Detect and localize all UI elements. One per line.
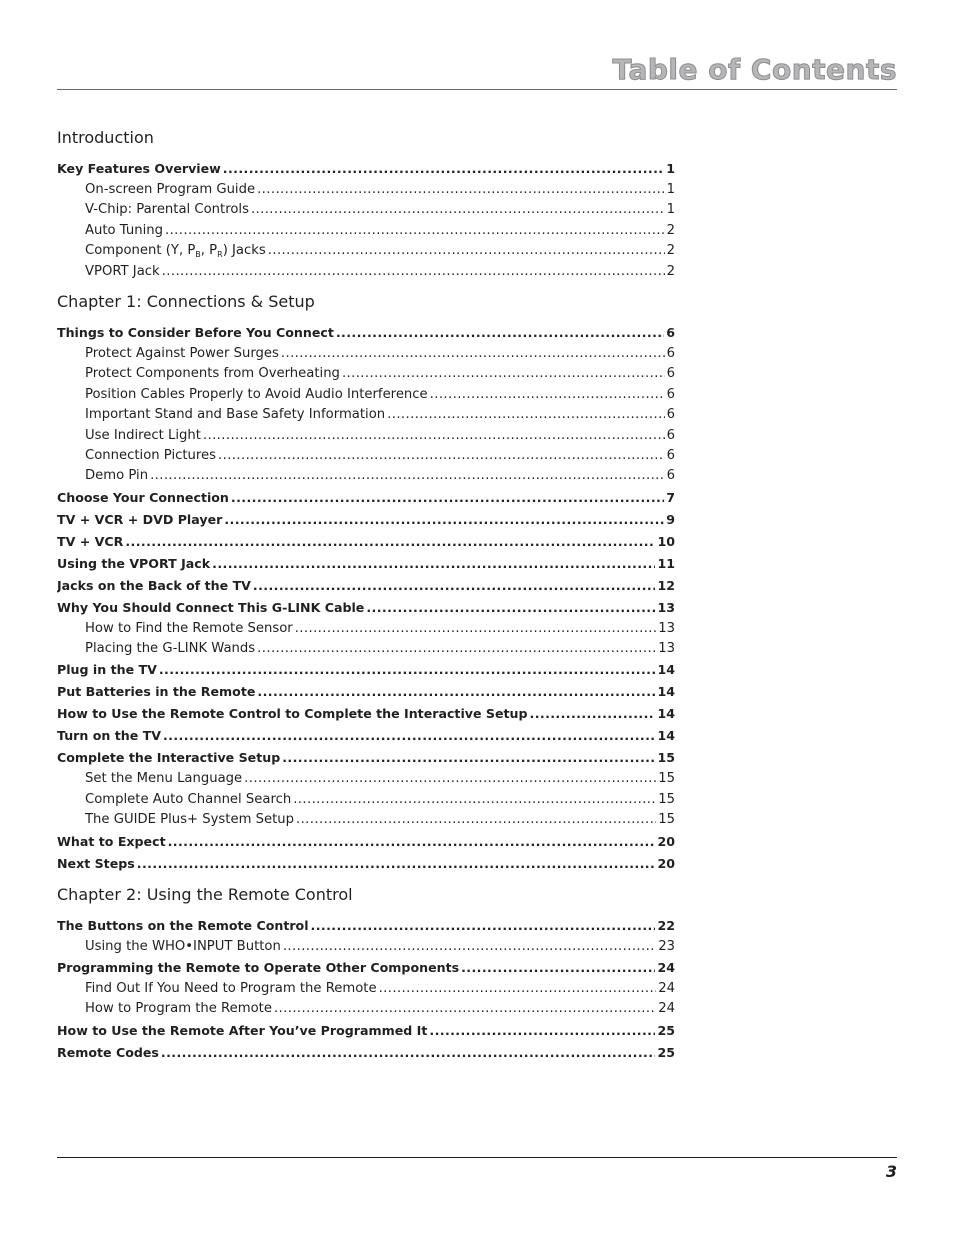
toc-subentry[interactable] (57, 639, 675, 659)
dot-leader (218, 446, 665, 466)
entry-title: Using the WHO•INPUT Button (85, 938, 281, 954)
entry-title: How to Program the Remote (85, 1001, 272, 1017)
entry-page-number: 6 (666, 345, 675, 361)
entry-title: Using the VPORT Jack (57, 555, 211, 571)
section-heading: Chapter 2: Using the Remote Control (57, 884, 353, 904)
entry-title: Position Cables Properly to Avoid Audio Interference (85, 386, 428, 402)
dot-leader (161, 1042, 656, 1064)
dot-leader (163, 725, 655, 747)
toc-subentry[interactable] (57, 241, 675, 261)
entry-title: VPORT Jack (85, 263, 160, 279)
entry-page-number: 15 (658, 812, 675, 828)
dot-leader (282, 747, 655, 769)
entry-title: Remote Codes (57, 1044, 159, 1060)
dot-leader (379, 979, 657, 999)
toc-section (57, 126, 675, 290)
dot-leader (223, 158, 664, 180)
toc-entry[interactable] (57, 322, 675, 344)
toc-entry[interactable] (57, 831, 675, 853)
footer-divider (57, 1157, 897, 1158)
entry-title: What to Expect (57, 833, 166, 849)
entry-page-number: 6 (666, 468, 675, 484)
entry-page-number: 20 (657, 855, 675, 871)
entry-title: Why You Should Connect This G-LINK Cable (57, 599, 365, 615)
entry-title: TV + VCR (57, 533, 124, 549)
entry-title: Plug in the TV (57, 662, 157, 678)
entry-title: Key Features Overview (57, 161, 221, 176)
entry-page-number: 14 (657, 728, 675, 744)
dot-leader (268, 241, 665, 261)
toc-subentry[interactable] (57, 619, 675, 639)
dot-leader (162, 262, 665, 282)
entry-title: Choose Your Connection (57, 489, 229, 505)
toc-subentry[interactable] (57, 790, 675, 810)
entry-page-number: 6 (666, 407, 675, 423)
entry-title: Protect Against Power Surges (85, 345, 279, 361)
section-spacer (57, 1064, 675, 1072)
entry-title: Protect Components from Overheating (85, 366, 340, 382)
toc-entry[interactable] (57, 957, 675, 979)
toc-subentry[interactable] (57, 769, 675, 789)
entry-page-number: 25 (657, 1022, 675, 1038)
entry-page-number: 6 (666, 427, 675, 443)
entry-title: Jacks on the Back of the TV (57, 577, 251, 593)
entry-page-number: 14 (657, 662, 675, 678)
dot-leader (212, 553, 655, 575)
toc-entry[interactable] (57, 725, 675, 747)
entry-page-number: 2 (666, 243, 675, 259)
entry-title: Complete the Interactive Setup (57, 750, 281, 766)
section-spacer (57, 875, 675, 883)
entry-page-number: 6 (666, 447, 675, 463)
entry-page-number: 13 (657, 599, 675, 615)
entry-page-number: 15 (658, 791, 675, 807)
entry-page-number: 24 (658, 1001, 675, 1017)
entry-page-number: 15 (658, 771, 675, 787)
entry-title: Things to Consider Before You Connect (57, 324, 334, 340)
dot-leader (293, 790, 656, 810)
toc-subentry[interactable] (57, 466, 675, 486)
dot-leader (429, 1020, 655, 1042)
dot-leader (342, 364, 665, 384)
entry-page-number: 24 (658, 981, 675, 997)
dot-leader (430, 385, 665, 405)
entry-title-part: , P (200, 243, 218, 259)
dot-leader (461, 957, 655, 979)
dot-leader (251, 200, 665, 220)
entry-title: Important Stand and Base Safety Information (85, 407, 386, 423)
entry-title: The GUIDE Plus+ System Setup (85, 812, 294, 828)
toc-subentry[interactable] (57, 405, 675, 425)
dot-leader (125, 531, 655, 553)
entry-page-number: 13 (658, 620, 675, 636)
dot-leader (231, 487, 664, 509)
dot-leader (257, 180, 665, 200)
entry-title: Connection Pictures (85, 447, 217, 463)
toc-subentry[interactable] (57, 937, 675, 957)
toc-entry[interactable] (57, 681, 675, 703)
entry-page-number: 6 (666, 366, 675, 382)
toc-subentry[interactable] (57, 262, 675, 282)
toc-subentry[interactable] (57, 979, 675, 999)
toc-subentry[interactable] (57, 385, 675, 405)
entry-title: How to Find the Remote Sensor (85, 620, 293, 636)
toc-subentry[interactable] (57, 180, 675, 200)
toc-subentry[interactable] (57, 446, 675, 466)
toc-section (57, 883, 675, 1072)
dot-leader (257, 639, 656, 659)
entry-title: Set the Menu Language (85, 771, 243, 787)
dot-leader (311, 915, 656, 937)
toc-entry[interactable] (57, 531, 675, 553)
dot-leader (150, 466, 665, 486)
header-divider (57, 89, 897, 90)
dot-leader (224, 509, 664, 531)
entry-title: V-Chip: Parental Controls (85, 202, 249, 218)
entry-page-number: 1 (666, 182, 675, 197)
entry-title: The Buttons on the Remote Control (57, 917, 309, 933)
page-title: Table of Contents (612, 53, 897, 86)
toc-entry[interactable] (57, 553, 675, 575)
toc-subentry[interactable] (57, 221, 675, 241)
entry-page-number: 1 (666, 161, 675, 176)
entry-page-number: 6 (666, 324, 675, 340)
entry-title: Auto Tuning (85, 222, 163, 238)
entry-page-number: 25 (657, 1044, 675, 1060)
entry-page-number: 13 (658, 641, 675, 657)
table-of-contents (57, 126, 675, 1072)
toc-subentry[interactable] (57, 999, 675, 1019)
entry-page-number: 22 (657, 917, 675, 933)
page-number: 3 (885, 1162, 897, 1181)
toc-entry[interactable] (57, 575, 675, 597)
entry-page-number: 2 (666, 222, 675, 238)
entry-page-number: 9 (666, 511, 675, 527)
entry-page-number: 14 (657, 706, 675, 722)
entry-page-number: 2 (666, 263, 675, 279)
entry-page-number: 24 (657, 960, 675, 976)
entry-page-number: 7 (666, 489, 675, 505)
toc-entry[interactable] (57, 915, 675, 937)
toc-entry[interactable] (57, 158, 675, 180)
dot-leader (387, 405, 664, 425)
entry-title: Placing the G-LINK Wands (85, 641, 256, 657)
entry-title: Find Out If You Need to Program the Remote (85, 981, 377, 997)
dot-leader (281, 344, 665, 364)
entry-title: Demo Pin (85, 468, 149, 484)
entry-page-number: 12 (657, 577, 675, 593)
dot-leader (244, 769, 656, 789)
toc-entry[interactable] (57, 1042, 675, 1064)
dot-leader (165, 221, 665, 241)
dot-leader (253, 575, 656, 597)
entry-page-number: 11 (657, 555, 675, 571)
toc-entry[interactable] (57, 509, 675, 531)
entry-title: Next Steps (57, 855, 135, 871)
dot-leader (366, 597, 655, 619)
toc-subentry[interactable] (57, 426, 675, 446)
dot-leader (295, 619, 657, 639)
dot-leader (203, 426, 665, 446)
dot-leader (274, 999, 656, 1019)
entry-page-number: 20 (657, 833, 675, 849)
toc-subentry[interactable] (57, 200, 675, 220)
dot-leader (296, 810, 656, 830)
toc-entry[interactable] (57, 659, 675, 681)
entry-page-number: 10 (657, 533, 675, 549)
entry-title-part: B (195, 250, 201, 260)
toc-entry[interactable] (57, 1020, 675, 1042)
toc-subentry[interactable] (57, 810, 675, 830)
entry-title: TV + VCR + DVD Player (57, 511, 223, 527)
entry-title: Turn on the TV (57, 728, 161, 744)
toc-section (57, 290, 675, 883)
entry-page-number: 6 (666, 386, 675, 402)
entry-page-number: 14 (657, 684, 675, 700)
entry-title-part: Component (Y, P (85, 243, 196, 259)
entry-page-number: 23 (658, 938, 675, 954)
section-heading: Introduction (57, 128, 154, 147)
entry-title: How to Use the Remote Control to Complete the Interactive Setup (57, 706, 528, 722)
toc-subentry[interactable] (57, 364, 675, 384)
toc-entry[interactable] (57, 487, 675, 509)
entry-page-number: 15 (657, 750, 675, 766)
toc-subentry[interactable] (57, 344, 675, 364)
toc-entry[interactable] (57, 597, 675, 619)
toc-entry[interactable] (57, 703, 675, 725)
entry-page-number: 1 (666, 202, 675, 218)
entry-title: Programming the Remote to Operate Other Components (57, 960, 460, 976)
dot-leader (168, 831, 656, 853)
section-heading: Chapter 1: Connections & Setup (57, 291, 315, 311)
entry-title: On-screen Program Guide (85, 182, 256, 197)
entry-title: Complete Auto Channel Search (85, 791, 292, 807)
entry-title: How to Use the Remote After You’ve Programmed It (57, 1022, 428, 1038)
dot-leader (283, 937, 656, 957)
dot-leader (336, 322, 664, 344)
section-spacer (57, 282, 675, 290)
toc-entry[interactable] (57, 853, 675, 875)
dot-leader (159, 659, 656, 681)
entry-title (85, 241, 266, 261)
dot-leader (530, 703, 656, 725)
dot-leader (137, 853, 656, 875)
entry-title-part: ) Jacks (222, 243, 266, 259)
entry-title: Put Batteries in the Remote (57, 684, 256, 700)
dot-leader (257, 681, 655, 703)
toc-entry[interactable] (57, 747, 675, 769)
entry-title: Use Indirect Light (85, 427, 201, 443)
entry-title-part: R (217, 250, 223, 260)
